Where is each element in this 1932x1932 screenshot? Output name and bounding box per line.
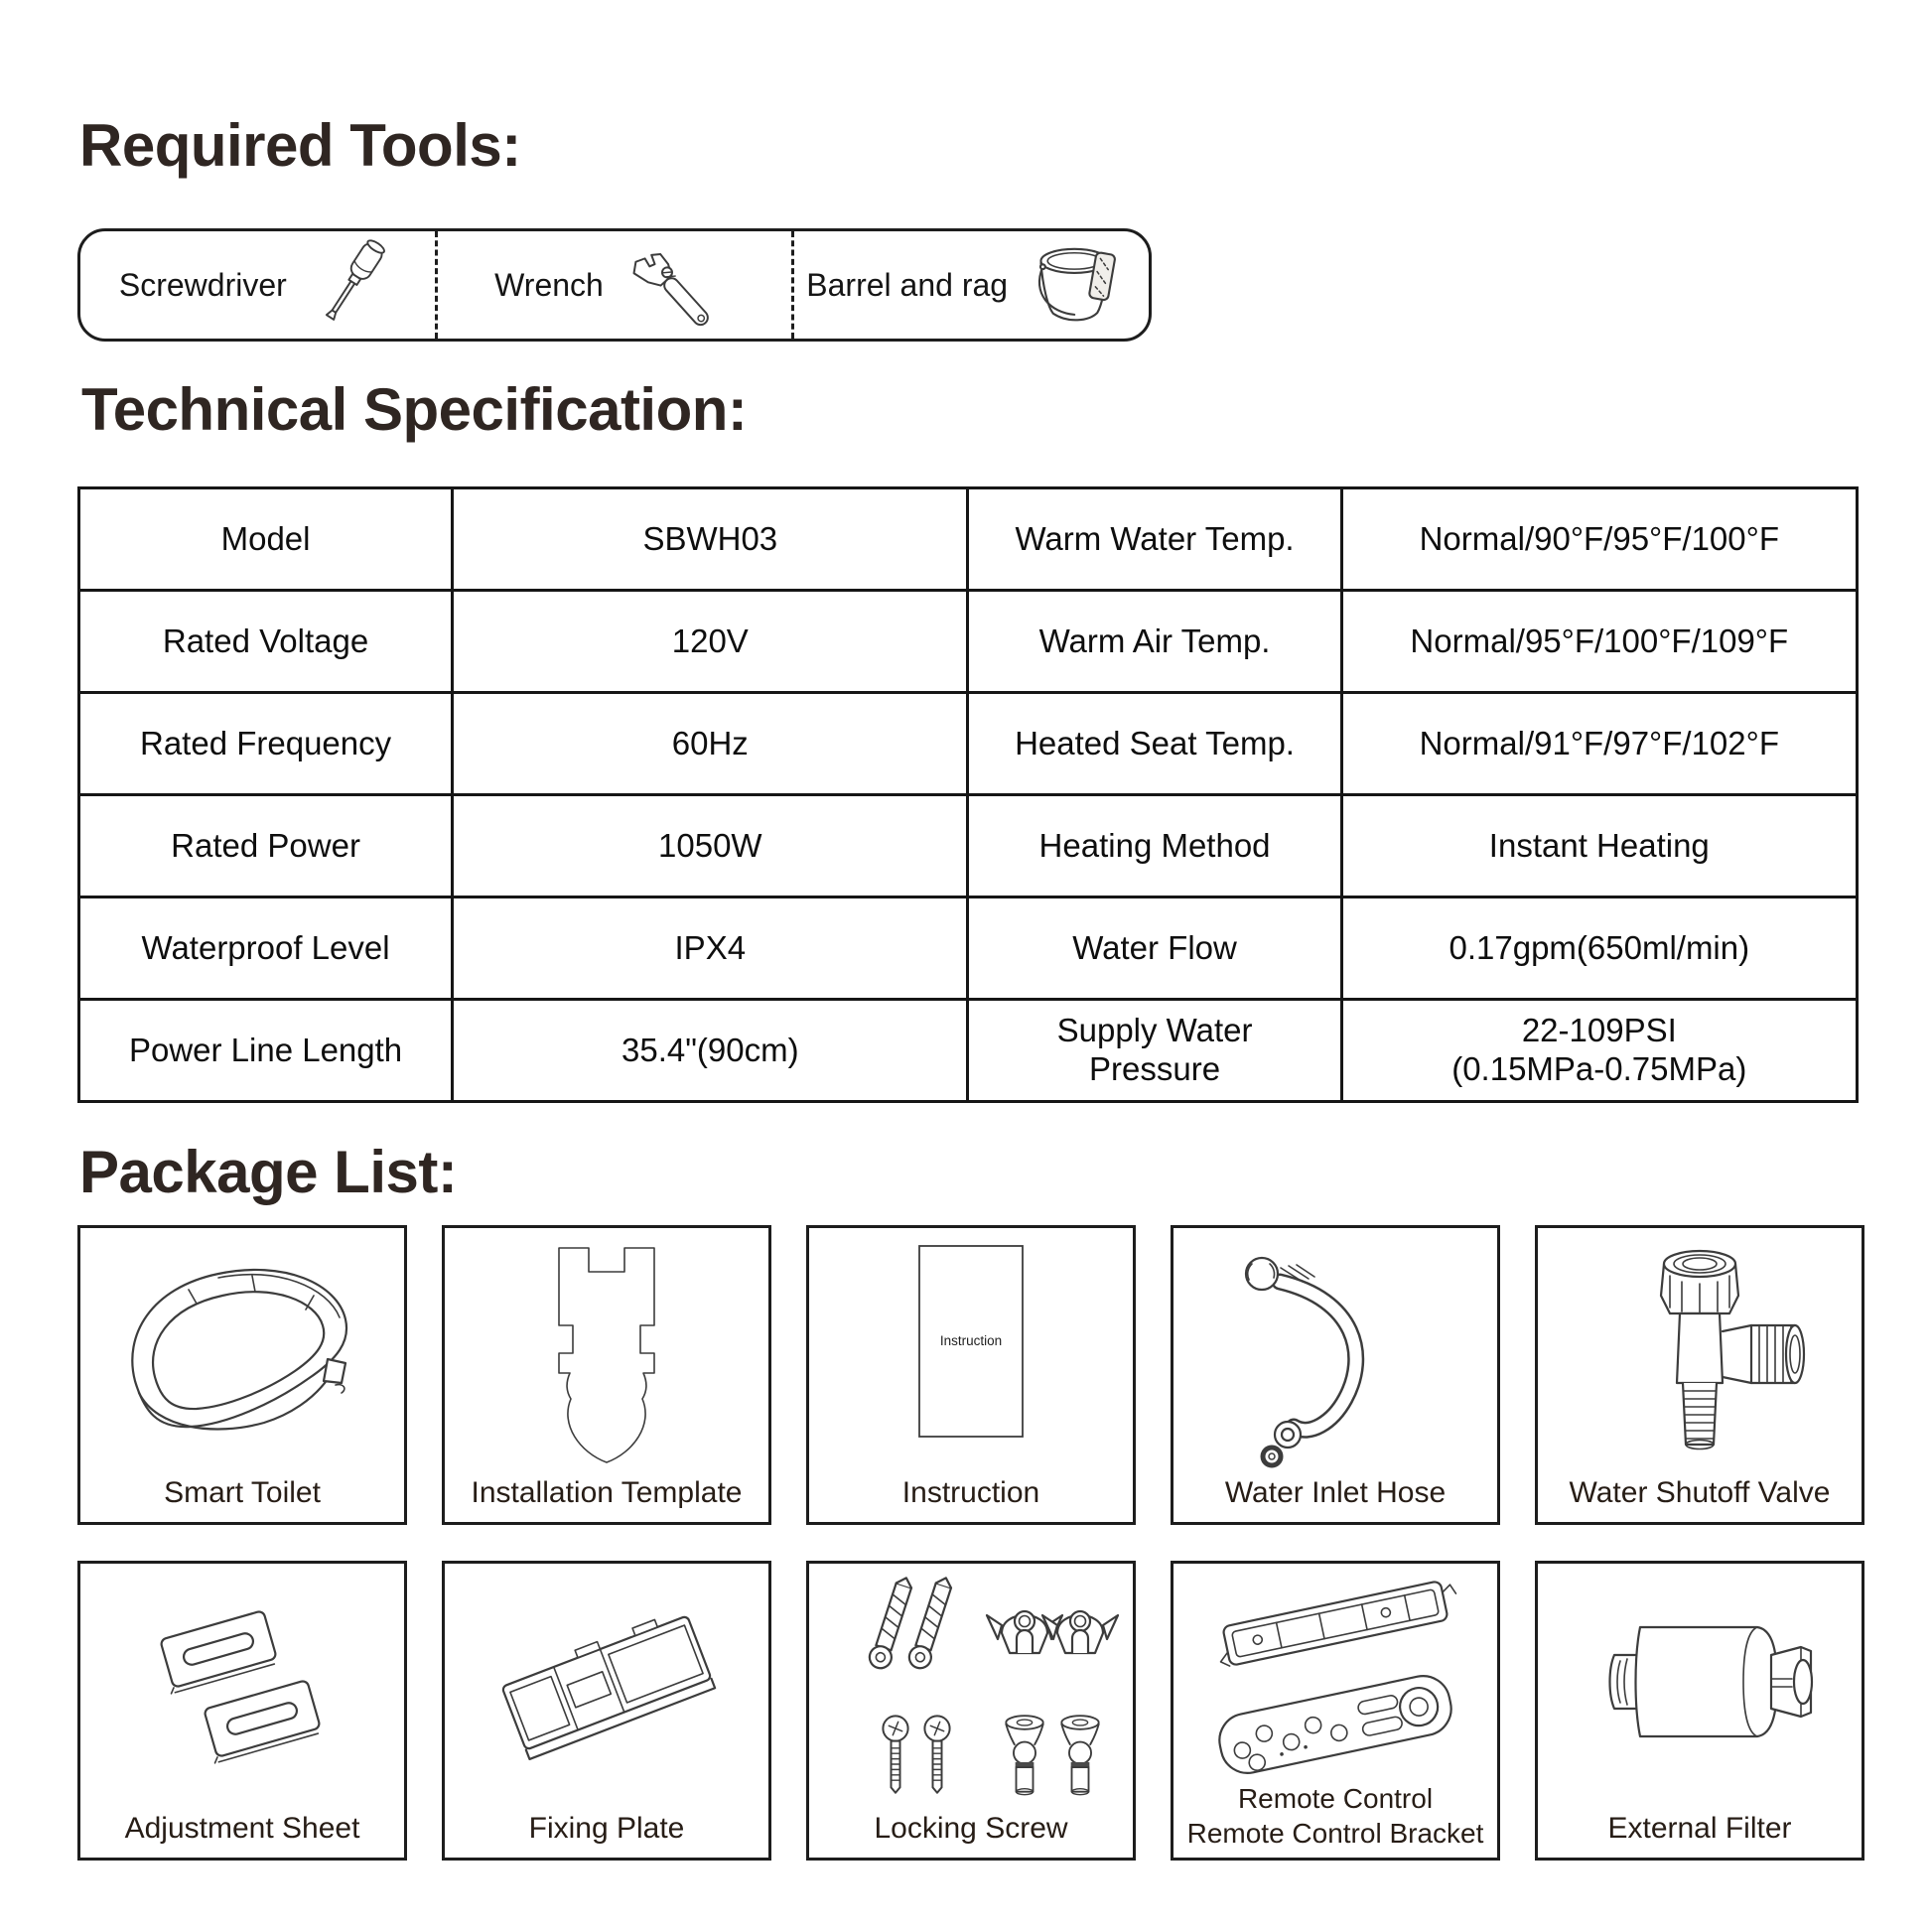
required-tools-strip bbox=[77, 228, 1152, 342]
tool-label: Barrel and rag bbox=[806, 266, 1009, 303]
locking-screw-illustration bbox=[822, 1568, 1120, 1806]
package-item-label: Installation Template bbox=[471, 1476, 743, 1509]
spec-label-cell: Rated Frequency bbox=[79, 693, 453, 795]
instruction-illustration bbox=[822, 1232, 1120, 1470]
spec-row bbox=[79, 488, 1858, 591]
spec-row bbox=[79, 693, 1858, 795]
package-row-1 bbox=[77, 1225, 1864, 1525]
wrench-icon bbox=[618, 233, 735, 337]
package-item-remote-control bbox=[1171, 1561, 1500, 1861]
spec-label-cell: Waterproof Level bbox=[79, 897, 453, 1000]
package-item-label: Smart Toilet bbox=[164, 1476, 321, 1509]
fixing-plate-illustration bbox=[458, 1568, 756, 1806]
spec-label-cell: Heated Seat Temp. bbox=[968, 693, 1341, 795]
installation-template-illustration bbox=[458, 1232, 756, 1474]
spec-value-cell: IPX4 bbox=[453, 897, 968, 1000]
spec-label-cell: Rated Power bbox=[79, 795, 453, 897]
spec-label-cell: Water Flow bbox=[968, 897, 1341, 1000]
technical-specification-table bbox=[77, 486, 1859, 1103]
tool-label: Wrench bbox=[494, 266, 604, 303]
spec-row bbox=[79, 795, 1858, 897]
instruction-booklet-text: Instruction bbox=[939, 1333, 1003, 1348]
required-tools-heading: Required Tools: bbox=[79, 112, 521, 179]
package-item-label: Water Inlet Hose bbox=[1224, 1476, 1447, 1509]
package-item-label: Fixing Plate bbox=[528, 1812, 685, 1845]
spec-label-cell: Heating Method bbox=[968, 795, 1341, 897]
spec-value-cell: 22-109PSI (0.15MPa-0.75MPa) bbox=[1341, 1000, 1857, 1102]
spec-label-cell: Power Line Length bbox=[79, 1000, 453, 1102]
spec-value-cell: Instant Heating bbox=[1341, 795, 1857, 897]
spec-value-cell: 120V bbox=[453, 591, 968, 693]
spec-value-cell: SBWH03 bbox=[453, 488, 968, 591]
tool-label: Screwdriver bbox=[118, 266, 287, 303]
spec-row bbox=[79, 591, 1858, 693]
package-item-label: Instruction bbox=[901, 1476, 1040, 1509]
remote-control-illustration bbox=[1186, 1568, 1484, 1792]
package-item-smart-toilet bbox=[77, 1225, 407, 1525]
spec-value-cell: Normal/91°F/97°F/102°F bbox=[1341, 693, 1857, 795]
package-item-water-shutoff-valve bbox=[1535, 1225, 1864, 1525]
spec-label-cell: Warm Water Temp. bbox=[968, 488, 1341, 591]
adjustment-sheet-illustration bbox=[93, 1568, 391, 1806]
spec-value-cell: 60Hz bbox=[453, 693, 968, 795]
package-item-locking-screw bbox=[806, 1561, 1136, 1861]
package-item-label: External Filter bbox=[1607, 1812, 1792, 1845]
package-item-label: Water Shutoff Valve bbox=[1569, 1476, 1831, 1509]
spec-value-cell: Normal/90°F/95°F/100°F bbox=[1341, 488, 1857, 591]
package-item-fixing-plate bbox=[442, 1561, 771, 1861]
package-item-adjustment-sheet bbox=[77, 1561, 407, 1861]
package-row-2 bbox=[77, 1561, 1864, 1861]
spec-row bbox=[79, 1000, 1858, 1102]
package-item-instruction bbox=[806, 1225, 1136, 1525]
tool-item-barrel-rag bbox=[791, 231, 1149, 339]
water-shutoff-valve-illustration bbox=[1551, 1232, 1849, 1470]
external-filter-illustration bbox=[1551, 1568, 1849, 1806]
package-item-label: Adjustment Sheet bbox=[124, 1812, 360, 1845]
package-item-water-inlet-hose bbox=[1171, 1225, 1500, 1525]
spec-value-cell: Normal/95°F/100°F/109°F bbox=[1341, 591, 1857, 693]
water-inlet-hose-illustration bbox=[1186, 1232, 1484, 1470]
tool-item-wrench bbox=[435, 231, 792, 339]
spec-label-cell: Warm Air Temp. bbox=[968, 591, 1341, 693]
package-list-heading: Package List: bbox=[79, 1139, 458, 1205]
smart-toilet-illustration bbox=[93, 1232, 391, 1470]
screwdriver-icon bbox=[301, 233, 396, 337]
technical-specification-heading: Technical Specification: bbox=[81, 376, 748, 443]
package-item-label: Locking Screw bbox=[874, 1812, 1068, 1845]
spec-value-cell: 0.17gpm(650ml/min) bbox=[1341, 897, 1857, 1000]
package-item-external-filter bbox=[1535, 1561, 1864, 1861]
package-item-installation-template bbox=[442, 1225, 771, 1525]
spec-value-cell: 1050W bbox=[453, 795, 968, 897]
spec-value-cell: 35.4"(90cm) bbox=[453, 1000, 968, 1102]
package-item-label: Remote Control Remote Control Bracket bbox=[1186, 1783, 1484, 1849]
spec-label-cell: Rated Voltage bbox=[79, 591, 453, 693]
tool-item-screwdriver bbox=[80, 231, 435, 339]
spec-label-cell: Supply Water Pressure bbox=[968, 1000, 1341, 1102]
spec-row bbox=[79, 897, 1858, 1000]
barrel-and-rag-icon bbox=[1022, 232, 1137, 338]
spec-label-cell: Model bbox=[79, 488, 453, 591]
